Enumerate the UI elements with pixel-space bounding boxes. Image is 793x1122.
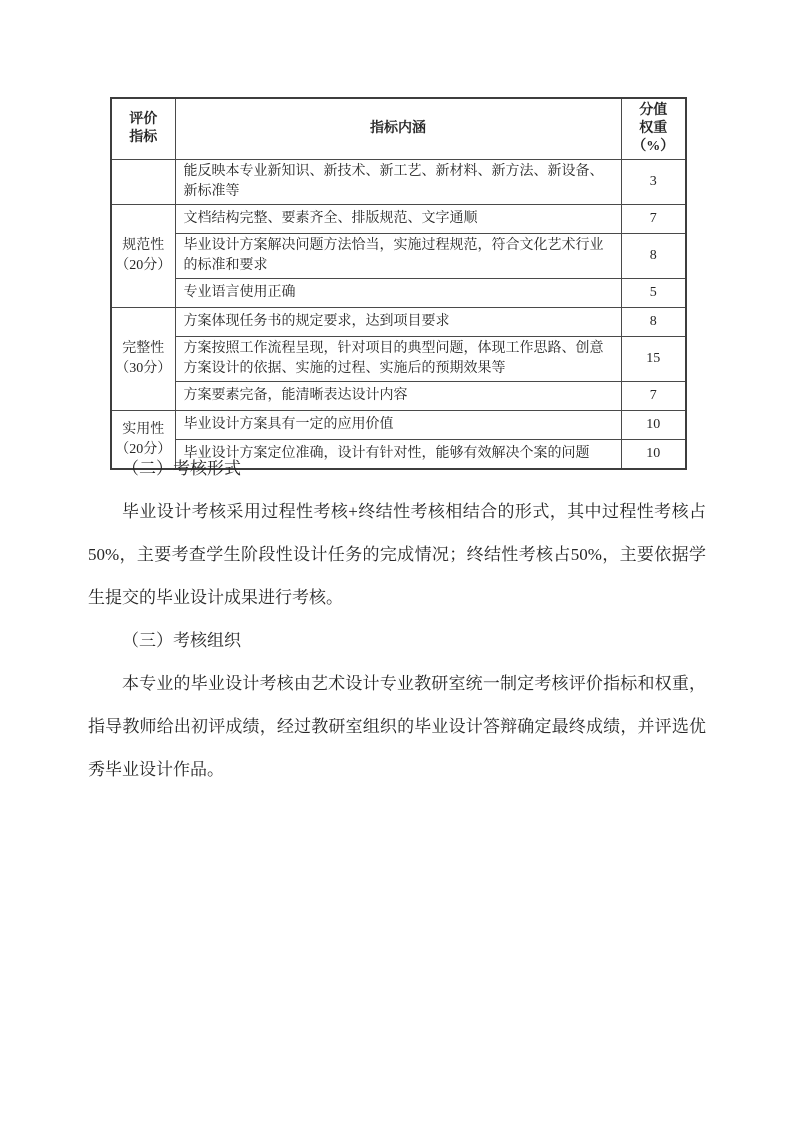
indicator-content-cell: 文档结构完整、要素齐全、排版规范、文字通顺 [175,205,621,234]
weight-value-cell: 15 [621,337,686,382]
indicator-content-cell: 毕业设计方案具有一定的应用价值 [175,411,621,440]
weight-value-cell: 7 [621,205,686,234]
indicator-content-cell: 毕业设计方案定位准确，设计有针对性，能够有效解决个案的问题 [175,440,621,470]
category-cell: 规范性 （20分） [111,205,175,308]
category-cell: 实用性 （20分） [111,411,175,470]
indicator-content-cell: 方案按照工作流程呈现，针对项目的典型问题，体现工作思路、创意方案设计的依据、实施的过程、实施后的预期效果等 [175,337,621,382]
weight-value-cell: 10 [621,440,686,470]
section-paragraph: 毕业设计考核采用过程性考核+终结性考核相结合的形式，其中过程性考核占50%，主要考查学生阶段性设计任务的完成情况；终结性考核占50%，主要依据学生提交的毕业设计成果进行考核。 [88,502,706,607]
table-row [111,234,686,279]
table-row [111,160,686,205]
section-heading: （二）考核形式 [122,459,241,478]
weight-value-cell: 5 [621,279,686,308]
weight-value-cell: 3 [621,160,686,205]
indicator-content-cell: 专业语言使用正确 [175,279,621,308]
col-header-content: 指标内涵 [175,98,621,160]
col-header-indicator: 评价 指标 [111,98,175,160]
table-row [111,337,686,382]
indicator-content-cell: 毕业设计方案解决问题方法恰当，实施过程规范，符合文化艺术行业的标准和要求 [175,234,621,279]
evaluation-table [110,97,687,470]
table-row [111,205,686,234]
indicator-content-cell: 能反映本专业新知识、新技术、新工艺、新材料、新方法、新设备、新标准等 [175,160,621,205]
weight-value-cell: 10 [621,411,686,440]
weight-value-cell: 8 [621,234,686,279]
table-row [111,382,686,411]
weight-value-cell: 8 [621,308,686,337]
table-row [111,411,686,440]
section-heading: （三）考核组织 [122,631,241,650]
table-header-row [111,98,686,160]
category-cell [111,160,175,205]
indicator-content-cell: 方案要素完备，能清晰表达设计内容 [175,382,621,411]
table-row [111,308,686,337]
document-body [88,447,706,791]
indicator-content-cell: 方案体现任务书的规定要求，达到项目要求 [175,308,621,337]
category-cell: 完整性 （30分） [111,308,175,411]
weight-value-cell: 7 [621,382,686,411]
section-paragraph: 本专业的毕业设计考核由艺术设计专业教研室统一制定考核评价指标和权重，指导教师给出初评成绩，经过教研室组织的毕业设计答辩确定最终成绩，并评选优秀毕业设计作品。 [88,674,706,779]
col-header-weight: 分值 权重 （%） [621,98,686,160]
table-row [111,279,686,308]
